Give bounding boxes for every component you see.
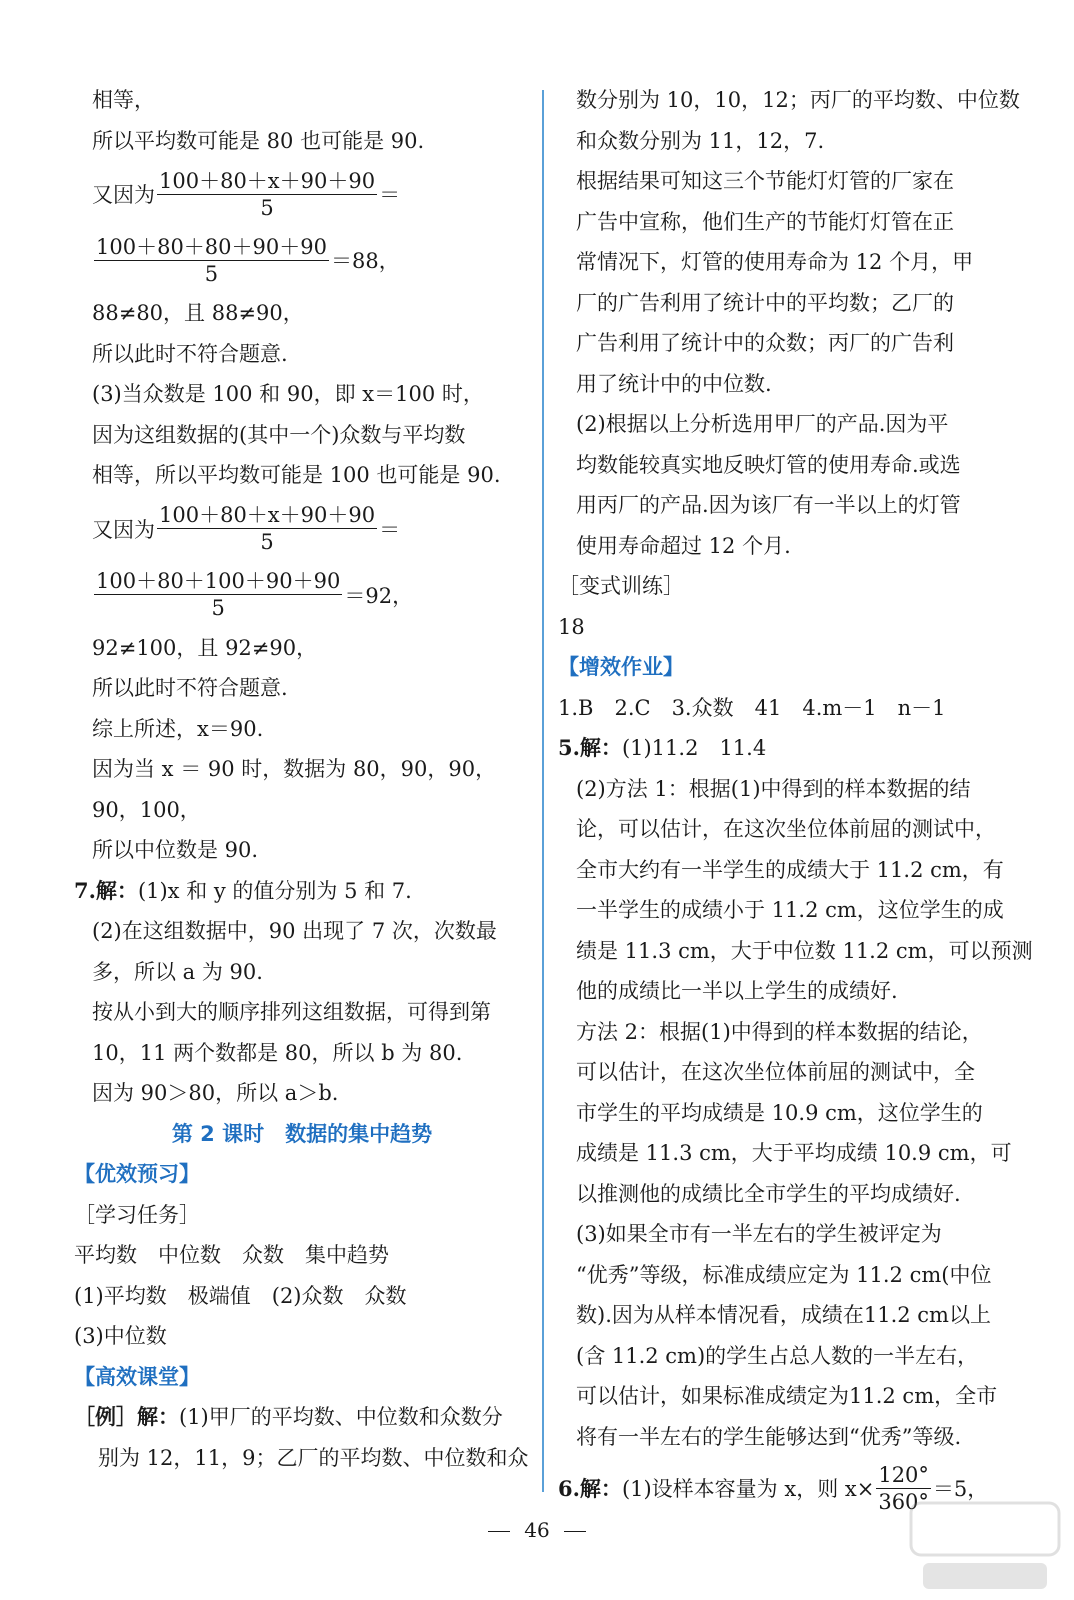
page-number-text: 46 <box>524 1518 550 1542</box>
formula-suffix: ＝ <box>379 183 401 207</box>
text-line: 数分别为 10，10，12；丙厂的平均数、中位数 <box>576 88 1020 112</box>
text-line: 别为 12，11，9；乙厂的平均数、中位数和众 <box>98 1445 529 1470</box>
example-line <box>74 1397 530 1438</box>
text-line: 88≠80，且 88≠90， <box>92 301 304 325</box>
text-line: 因为当 x ＝ 90 时，数据为 80，90，90， <box>92 757 497 781</box>
formula-suffix: ＝ <box>379 517 401 542</box>
text-line: 所以此时不符合题意. <box>92 676 288 700</box>
formula-prefix: 又因为 <box>92 183 155 207</box>
fraction <box>94 234 329 287</box>
text-line: 常情况下，灯管的使用寿命为 12 个月，甲 <box>576 250 974 274</box>
text-line: 数).因为从样本情况看，成绩在11.2 cm以上 <box>576 1303 991 1327</box>
numerator: 100＋80＋x＋90＋90 <box>159 168 376 193</box>
text-line: 可以估计，在这次坐位体前屈的测试中，全 <box>576 1060 975 1084</box>
text-line: (3)当众数是 100 和 90，即 x＝100 时， <box>92 382 484 406</box>
text-line: (3)中位数 <box>74 1324 167 1348</box>
question-number: 6.解： <box>558 1476 622 1501</box>
text-line: (含 11.2 cm)的学生占总人数的一半左右， <box>576 1343 979 1368</box>
text-line: 所以平均数可能是 80 也可能是 90. <box>92 128 425 153</box>
text-line: 因为这组数据的(其中一个)众数与平均数 <box>92 422 466 447</box>
text-line: 以推测他的成绩比全市学生的平均成绩好. <box>576 1181 961 1206</box>
watermark-logo <box>905 1495 1065 1595</box>
text-line: 可以估计，如果标准成绩定为11.2 cm，全市 <box>576 1384 998 1408</box>
formula-line <box>74 161 530 227</box>
text-line: 10，11 两个数都是 80，所以 b 为 80. <box>92 1040 463 1065</box>
section-heading: 【优效预习】 <box>74 1162 200 1186</box>
task-label: ［变式训练］ <box>558 574 684 598</box>
answer-text: (1)x 和 y 的值分别为 5 和 7. <box>137 878 412 903</box>
fraction <box>94 568 342 621</box>
denominator: 5 <box>204 261 219 286</box>
text-line: 18 <box>558 614 585 639</box>
text-line: 使用寿命超过 12 个月. <box>576 533 791 558</box>
text-line: 方法 2：根据(1)中得到的样本数据的结论， <box>576 1019 983 1044</box>
left-column <box>74 80 530 1478</box>
denominator: 5 <box>260 530 274 554</box>
right-column <box>558 80 1033 1519</box>
section-title: 第 2 课时 数据的集中趋势 <box>171 1121 433 1146</box>
answer-text: (1)11.2 11.4 <box>621 736 767 760</box>
text-line: 多，所以 a 为 90. <box>92 959 263 984</box>
formula-suffix: ＝5， <box>932 1477 989 1501</box>
text-line: 将有一半左右的学生能够达到“优秀”等级. <box>576 1424 962 1449</box>
text-line: 92≠100，且 92≠90， <box>92 635 318 660</box>
formula-suffix: ＝92， <box>344 583 414 608</box>
text-line: 和众数分别为 11，12，7. <box>576 128 825 153</box>
text-line: 相等，所以平均数可能是 100 也可能是 90. <box>92 463 501 487</box>
formula-line <box>74 496 530 562</box>
text-line: 广告中宣称，他们生产的节能灯灯管在正 <box>576 209 954 234</box>
fraction <box>157 502 377 555</box>
answer-line: 1.B 2.C 3.众数 41 4.m－1 n－1 <box>558 695 946 720</box>
text-line: 按从小到大的顺序排列这组数据，可得到第 <box>92 1000 491 1024</box>
formula-prefix: 又因为 <box>92 517 155 542</box>
text-line: 综上所述，x＝90. <box>92 716 264 741</box>
page-dash-right <box>564 1531 586 1533</box>
question-number: 5.解： <box>558 735 622 760</box>
text-line: “优秀”等级，标准成绩应定为 11.2 cm(中位 <box>576 1262 992 1287</box>
column-divider <box>542 90 544 1492</box>
text-line: 平均数 中位数 众数 集中趋势 <box>74 1243 389 1267</box>
text-line: 根据结果可知这三个节能灯灯管的厂家在 <box>576 169 954 193</box>
text-line: 广告利用了统计中的众数；丙厂的广告利 <box>576 331 954 355</box>
text-line: (2)在这组数据中，90 出现了 7 次，次数最 <box>92 919 497 943</box>
section-heading: 【高效课堂】 <box>74 1364 200 1389</box>
text-line: 厂的广告利用了统计中的平均数；乙厂的 <box>576 290 954 315</box>
text-line: 用丙厂的产品.因为该厂有一半以上的灯管 <box>576 493 961 517</box>
answer-line <box>558 728 1023 769</box>
text-line: 90，100， <box>92 797 201 822</box>
denominator: 360° <box>878 1489 929 1514</box>
text-line: 他的成绩比一半以上学生的成绩好. <box>576 979 898 1003</box>
denominator: 5 <box>211 596 225 620</box>
numerator: 100＋80＋x＋90＋90 <box>159 503 376 527</box>
text-line: 绩是 11.3 cm，大于中位数 11.2 cm，可以预测 <box>576 938 1033 963</box>
text-line: 因为 90＞80，所以 a＞b. <box>92 1081 339 1105</box>
example-tag: ［例］解： <box>74 1404 179 1429</box>
text-line: 均数能较真实地反映灯管的使用寿命.或选 <box>576 452 961 477</box>
text-line: (1)平均数 极端值 (2)众数 众数 <box>74 1283 407 1308</box>
denominator: 5 <box>260 195 274 220</box>
text-line: 所以中位数是 90. <box>92 838 259 862</box>
text-line: (3)如果全市有一半左右的学生被评定为 <box>576 1222 942 1246</box>
text-line: (2)根据以上分析选用甲厂的产品.因为平 <box>576 412 949 436</box>
question-number: 7.解： <box>74 877 138 903</box>
example-text: (1)甲厂的平均数、中位数和众数分 <box>179 1405 503 1429</box>
page-dash-left <box>488 1531 510 1533</box>
text-line: 全市大约有一半学生的成绩大于 11.2 cm，有 <box>576 857 1004 882</box>
text-line: 成绩是 11.3 cm，大于平均成绩 10.9 cm，可 <box>576 1141 1012 1165</box>
text-line: 市学生的平均成绩是 10.9 cm，这位学生的 <box>576 1100 983 1125</box>
formula-suffix: ＝88， <box>330 249 400 273</box>
formula-line <box>74 562 530 628</box>
text-line: (2)方法 1：根据(1)中得到的样本数据的结 <box>576 776 971 801</box>
numerator: 120° <box>878 1462 929 1487</box>
text-line: 相等， <box>92 88 155 112</box>
text-line: 所以此时不符合题意. <box>92 341 288 366</box>
formula-line <box>74 227 530 293</box>
text-line: 用了统计中的中位数. <box>576 371 772 396</box>
numerator: 100＋80＋80＋90＋90 <box>96 234 327 259</box>
text-line: 论，可以估计，在这次坐位体前屈的测试中， <box>576 817 996 841</box>
section-heading: 【增效作业】 <box>558 655 684 679</box>
formula-prefix: (1)设样本容量为 x，则 x× <box>621 1477 875 1501</box>
fraction <box>157 168 377 221</box>
text-line: 一半学生的成绩小于 11.2 cm，这位学生的成 <box>576 898 1004 922</box>
task-label: ［学习任务］ <box>74 1202 200 1227</box>
numerator: 100＋80＋100＋90＋90 <box>96 569 341 593</box>
answer-line <box>74 871 530 912</box>
